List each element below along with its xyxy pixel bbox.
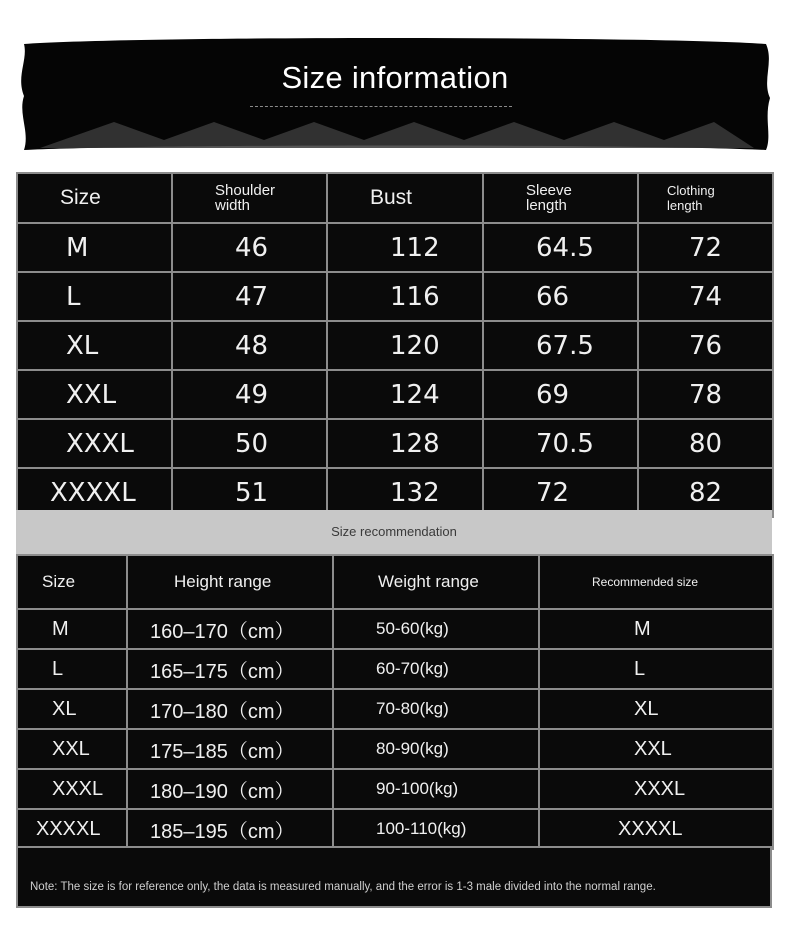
table-row	[17, 769, 773, 809]
cell-size: L	[17, 272, 172, 321]
page-title: Size information	[281, 60, 509, 95]
cell-clothing: 82	[638, 468, 773, 517]
cell-size: XXXL	[17, 769, 127, 809]
size-note: Note: The size is for reference only, the data is measured manually, and the error is 1-3 male divided into the normal range.	[16, 846, 772, 908]
header-size: Size	[17, 173, 172, 223]
cell-shoulder: 51	[172, 468, 327, 517]
cell-clothing: 76	[638, 321, 773, 370]
table-row	[17, 419, 773, 468]
cell-height: 180–190（cm）	[127, 769, 333, 809]
cell-size: XL	[17, 689, 127, 729]
cell-bust: 124	[327, 370, 483, 419]
cell-weight: 90-100(kg)	[333, 769, 539, 809]
cell-shoulder: 46	[172, 223, 327, 272]
cell-sleeve: 69	[483, 370, 638, 419]
size-table-header	[17, 173, 773, 223]
cell-height: 170–180（cm）	[127, 689, 333, 729]
title-underline	[250, 106, 512, 107]
cell-sleeve: 66	[483, 272, 638, 321]
header-weight-range: Weight range	[333, 555, 539, 609]
header-sleeve-length: Sleeve length	[483, 173, 638, 223]
cell-bust: 132	[327, 468, 483, 517]
cell-clothing: 72	[638, 223, 773, 272]
cell-height: 160–170（cm）	[127, 609, 333, 649]
cell-height: 165–175（cm）	[127, 649, 333, 689]
cell-size: XXL	[17, 370, 172, 419]
cell-height: 175–185（cm）	[127, 729, 333, 769]
size-recommendation-table	[16, 554, 774, 850]
table-row	[17, 370, 773, 419]
cell-clothing: 74	[638, 272, 773, 321]
cell-height: 185–195（cm）	[127, 809, 333, 849]
size-table	[16, 172, 774, 518]
cell-shoulder: 48	[172, 321, 327, 370]
cell-recommended: XXXL	[539, 769, 773, 809]
cell-recommended: L	[539, 649, 773, 689]
banner-shape	[14, 36, 776, 158]
table-row	[17, 223, 773, 272]
cell-weight: 80-90(kg)	[333, 729, 539, 769]
header-clothing-length: Clothing length	[638, 173, 773, 223]
table-row	[17, 809, 773, 849]
title-banner	[14, 36, 776, 158]
table-row	[17, 609, 773, 649]
cell-bust: 120	[327, 321, 483, 370]
cell-weight: 60-70(kg)	[333, 649, 539, 689]
cell-recommended: M	[539, 609, 773, 649]
cell-bust: 116	[327, 272, 483, 321]
cell-sleeve: 64.5	[483, 223, 638, 272]
cell-size: L	[17, 649, 127, 689]
table-row	[17, 272, 773, 321]
cell-weight: 50-60(kg)	[333, 609, 539, 649]
cell-shoulder: 47	[172, 272, 327, 321]
cell-recommended: XXL	[539, 729, 773, 769]
cell-weight: 70-80(kg)	[333, 689, 539, 729]
cell-sleeve: 67.5	[483, 321, 638, 370]
cell-shoulder: 50	[172, 419, 327, 468]
rec-table-header	[17, 555, 773, 609]
cell-size: XXL	[17, 729, 127, 769]
header-recommended-size: Recommended size	[539, 555, 773, 609]
header-height-range: Height range	[127, 555, 333, 609]
table-row	[17, 321, 773, 370]
table-row	[17, 649, 773, 689]
cell-size: M	[17, 223, 172, 272]
cell-bust: 128	[327, 419, 483, 468]
cell-recommended: XL	[539, 689, 773, 729]
cell-size: XL	[17, 321, 172, 370]
cell-sleeve: 72	[483, 468, 638, 517]
table-row	[17, 689, 773, 729]
cell-weight: 100-110(kg)	[333, 809, 539, 849]
cell-size: XXXL	[17, 419, 172, 468]
header-shoulder-width: Shoulder width	[172, 173, 327, 223]
header-size: Size	[17, 555, 127, 609]
cell-shoulder: 49	[172, 370, 327, 419]
cell-clothing: 78	[638, 370, 773, 419]
cell-size: M	[17, 609, 127, 649]
cell-clothing: 80	[638, 419, 773, 468]
cell-bust: 112	[327, 223, 483, 272]
size-recommendation-heading: Size recommendation	[16, 510, 772, 554]
cell-size: XXXXL	[17, 809, 127, 849]
cell-recommended: XXXXL	[539, 809, 773, 849]
table-row	[17, 729, 773, 769]
cell-size: XXXXL	[17, 468, 172, 517]
cell-sleeve: 70.5	[483, 419, 638, 468]
header-bust: Bust	[327, 173, 483, 223]
